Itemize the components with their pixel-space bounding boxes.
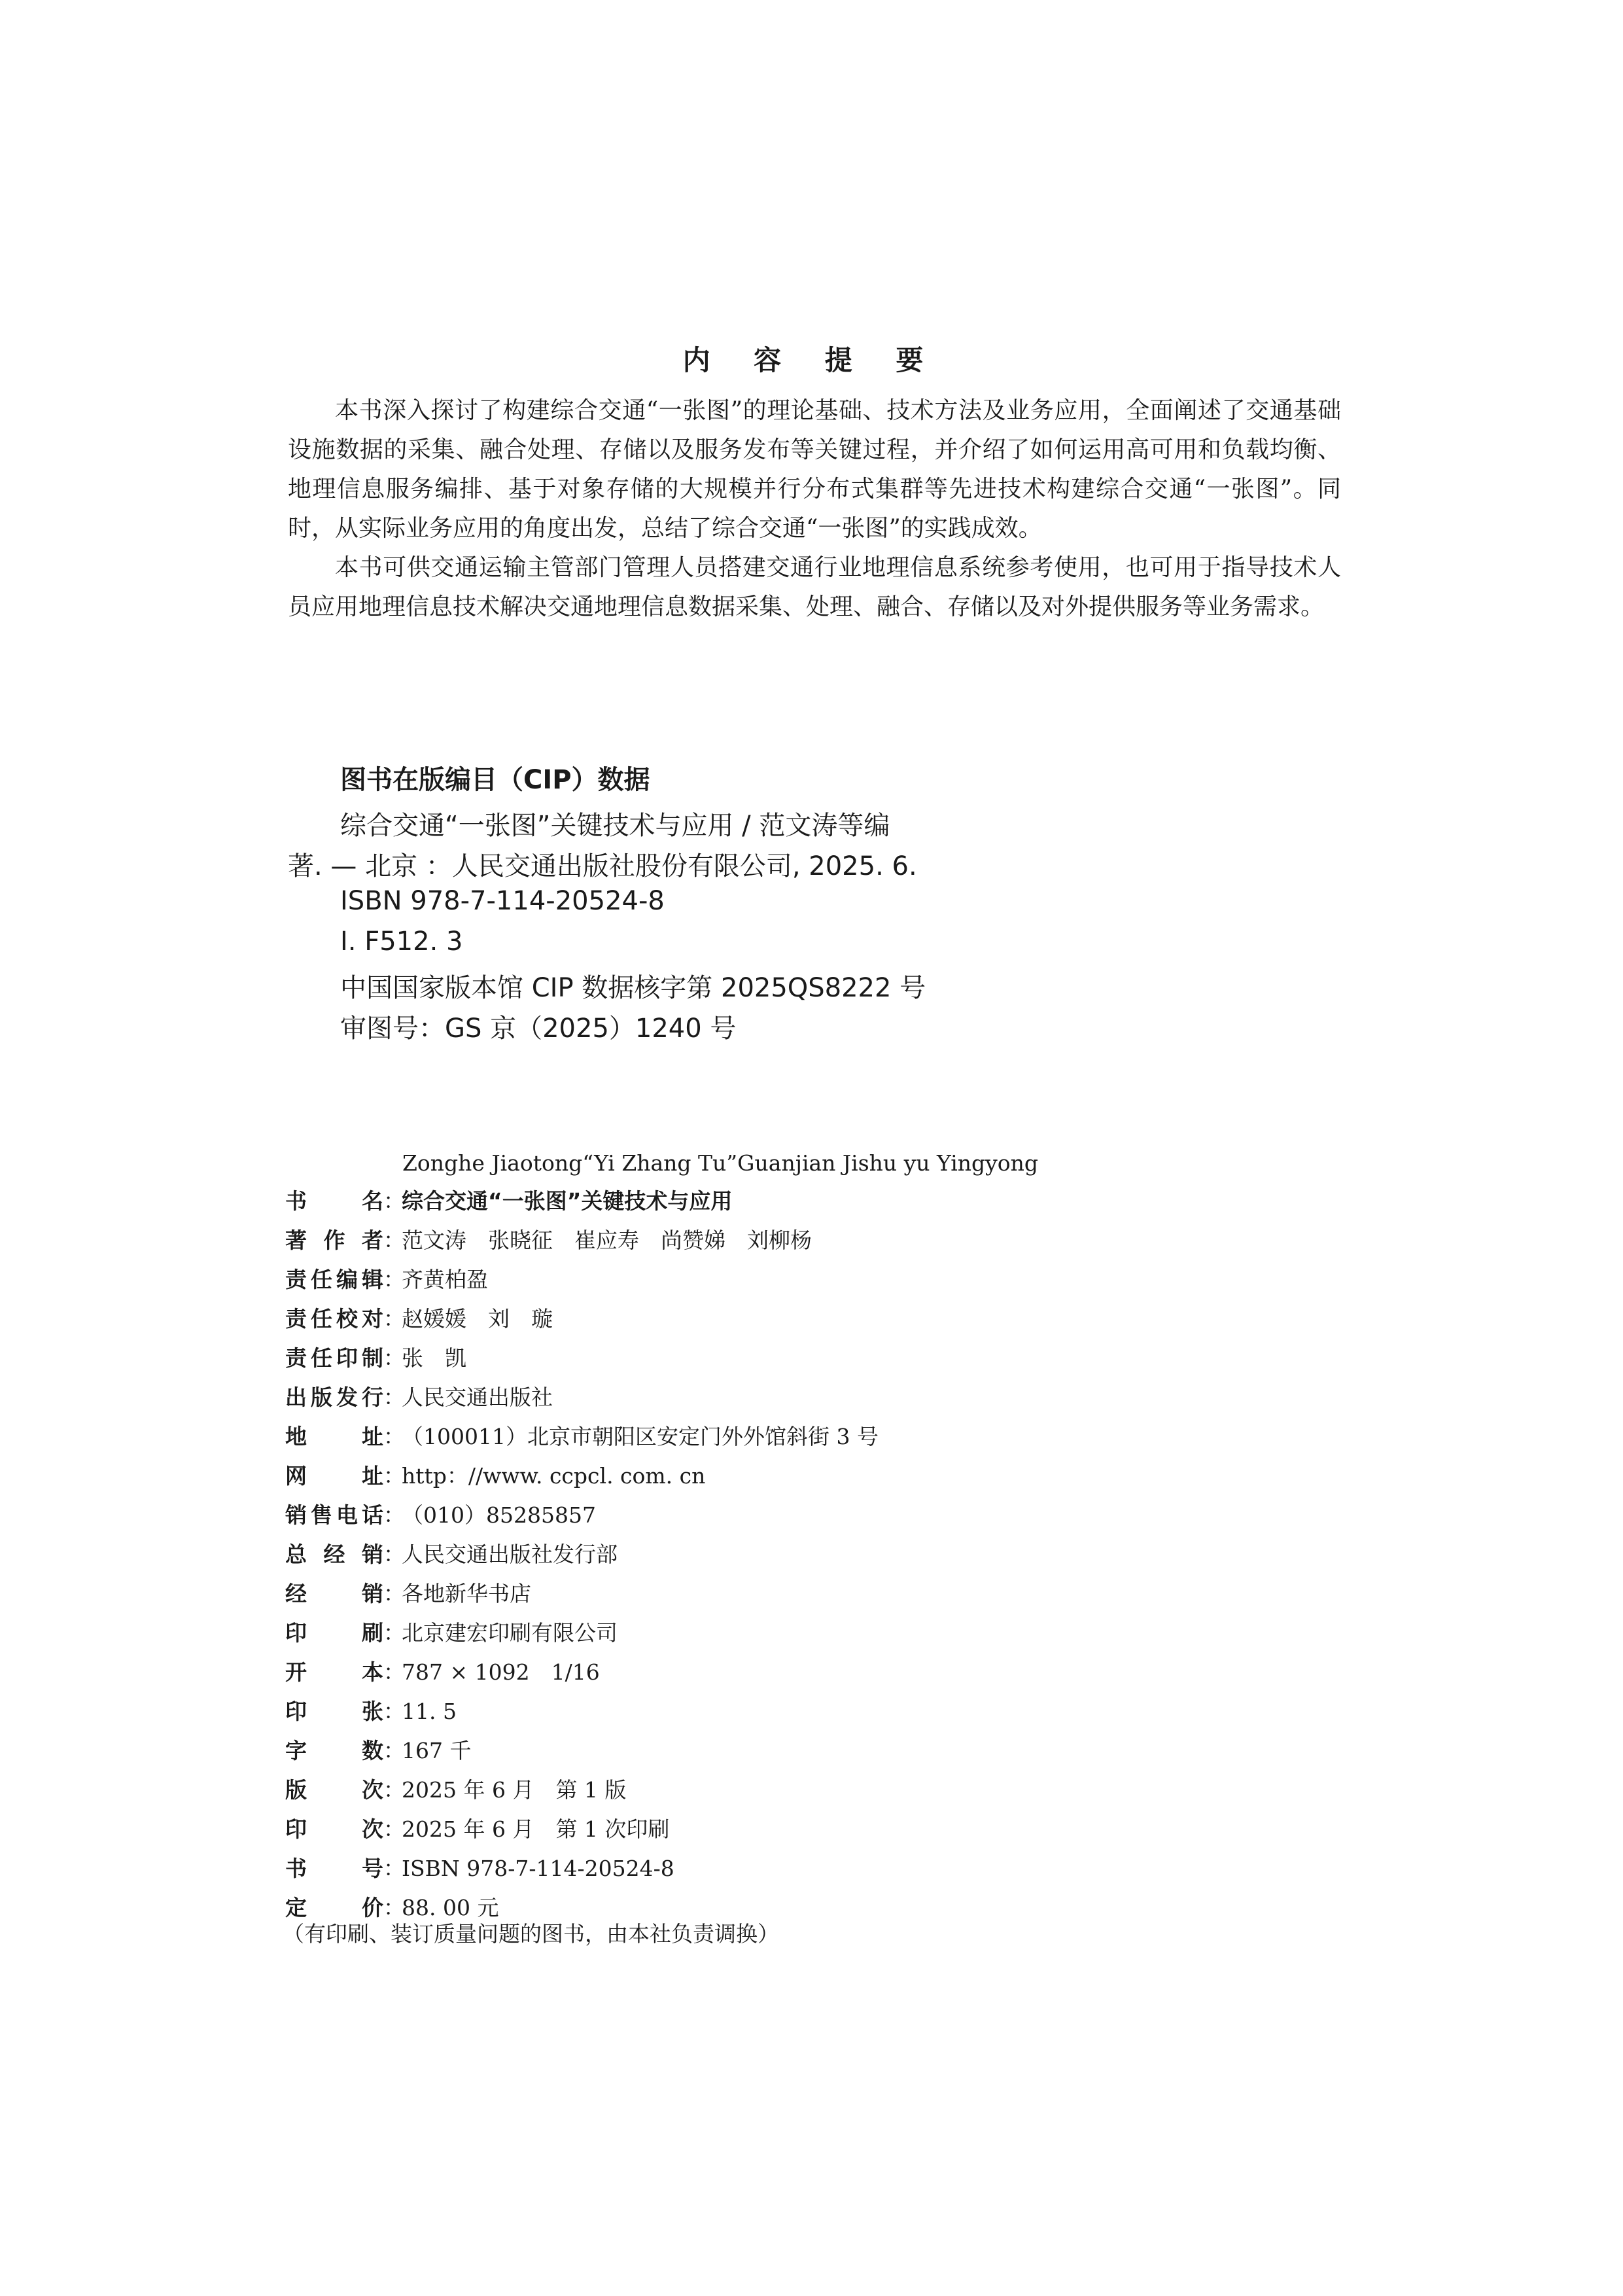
info-label: 印次 (285, 1816, 383, 1842)
info-label: 地址 (285, 1424, 383, 1449)
cip-line: 综合交通“一张图”关键技术与应用 / 范文涛等编 (340, 811, 890, 841)
info-label: 书号 (285, 1856, 383, 1881)
info-row: 经销 ： 各地新华书店 (285, 1577, 531, 1610)
info-value: 787 × 1092 1/16 (402, 1659, 600, 1685)
info-row: 网址 ： http：//www. ccpcl. com. cn (285, 1459, 705, 1492)
summary-body (288, 391, 1341, 627)
info-value: 赵媛媛 刘 璇 (402, 1306, 553, 1332)
info-label: 书名 (285, 1188, 383, 1214)
info-value: 2025 年 6 月 第 1 版 (402, 1777, 627, 1803)
info-row: 责任校对 ： 赵媛媛 刘 璇 (285, 1302, 553, 1335)
info-row: 印次 ： 2025 年 6 月 第 1 次印刷 (285, 1812, 669, 1845)
cip-line: Ⅰ. F512. 3 (340, 927, 463, 957)
info-row: 责任印制 ： 张 凯 (285, 1341, 466, 1374)
info-row: 书名 ： 综合交通“一张图”关键技术与应用 (285, 1184, 732, 1217)
info-label: 印张 (285, 1699, 383, 1724)
info-row: 著作者 ： 范文涛 张晓征 崔应寿 尚赞娣 刘柳杨 (285, 1224, 812, 1256)
info-value: 各地新华书店 (402, 1581, 531, 1606)
info-row: 销售电话 ： （010）85285857 (285, 1498, 596, 1531)
info-value: 齐黄柏盈 (402, 1267, 488, 1292)
cip-line: 中国国家版本馆 CIP 数据核字第 2025QS8222 号 (340, 973, 926, 1003)
info-row: 定价 ： 88. 00 元 (285, 1891, 498, 1924)
info-row: 责任编辑 ： 齐黄柏盈 (285, 1263, 488, 1296)
info-row: 字数 ： 167 千 (285, 1734, 471, 1767)
info-value: http：//www. ccpcl. com. cn (402, 1463, 706, 1489)
info-value: 88. 00 元 (402, 1895, 499, 1920)
info-label: 著作者 (285, 1227, 383, 1253)
info-value: 167 千 (402, 1738, 472, 1763)
info-label: 总经销 (285, 1542, 383, 1567)
summary-title: 内 容 提 要 (682, 344, 941, 376)
info-row: 印张 ： 11. 5 (285, 1695, 457, 1727)
summary-paragraph: 本书可供交通运输主管部门管理人员搭建交通行业地理信息系统参考使用，也可用于指导技术人员应用地理信息技术解决交通地理信息数据采集、处理、融合、存储以及对外提供服务等业务需求。 (288, 554, 1341, 620)
info-value: 人民交通出版社 (402, 1385, 553, 1410)
info-value: （010）85285857 (402, 1502, 596, 1528)
info-value: ISBN 978-7-114-20524-8 (402, 1856, 674, 1881)
info-label: 销售电话 (285, 1502, 383, 1528)
info-label: 定价 (285, 1895, 383, 1920)
info-label: 责任编辑 (285, 1267, 383, 1292)
info-row: 总经销 ： 人民交通出版社发行部 (285, 1538, 618, 1570)
summary-paragraph: 本书深入探讨了构建综合交通“一张图”的理论基础、技术方法及业务应用，全面阐述了交通基础设施数据的采集、融合处理、存储以及服务发布等关键过程，并介绍了如何运用高可用和负载均衡、地理信息服务编排、基于对象存储的大规模并行分布式集群等先进技术构建综合交通“一张图”。同时，从实际业务应用的角度出发，总结了综合交通“一张图”的实践成效。 (288, 397, 1341, 542)
info-label: 网址 (285, 1463, 383, 1489)
info-label: 开本 (285, 1659, 383, 1685)
info-value: 综合交通“一张图”关键技术与应用 (402, 1188, 733, 1214)
info-value: （100011）北京市朝阳区安定门外外馆斜街 3 号 (402, 1424, 879, 1449)
info-value: 11. 5 (402, 1699, 457, 1724)
info-row: 版次 ： 2025 年 6 月 第 1 版 (285, 1773, 626, 1806)
info-row: 开本 ： 787 × 1092 1/16 (285, 1655, 600, 1688)
info-label: 版次 (285, 1777, 383, 1803)
info-row: 出版发行 ： 人民交通出版社 (285, 1381, 553, 1413)
cip-line: 著. — 北京 ：人民交通出版社股份有限公司, 2025. 6. (288, 851, 917, 881)
info-label: 经销 (285, 1581, 383, 1606)
info-label: 责任校对 (285, 1306, 383, 1332)
cip-heading: 图书在版编目（CIP）数据 (340, 765, 650, 795)
info-value: 2025 年 6 月 第 1 次印刷 (402, 1816, 670, 1842)
romanized-title: Zonghe Jiaotong“Yi Zhang Tu”Guanjian Jishu yu Yingyong (402, 1150, 1039, 1176)
info-label: 字数 (285, 1738, 383, 1763)
info-value: 范文涛 张晓征 崔应寿 尚赞娣 刘柳杨 (402, 1227, 812, 1253)
info-label: 印刷 (285, 1620, 383, 1646)
info-label: 出版发行 (285, 1385, 383, 1410)
info-value: 张 凯 (402, 1345, 466, 1371)
cip-line: 审图号：GS 京（2025）1240 号 (340, 1014, 737, 1044)
info-row: 书号 ： ISBN 978-7-114-20524-8 (285, 1852, 674, 1884)
info-value: 人民交通出版社发行部 (402, 1542, 618, 1567)
cip-line: ISBN 978-7-114-20524-8 (340, 886, 665, 916)
info-row: 印刷 ： 北京建宏印刷有限公司 (285, 1616, 618, 1649)
footer-note: （有印刷、装订质量问题的图书，由本社负责调换） (283, 1921, 779, 1947)
info-value: 北京建宏印刷有限公司 (402, 1620, 618, 1646)
info-row: 地址 ： （100011）北京市朝阳区安定门外外馆斜街 3 号 (285, 1420, 879, 1453)
info-label: 责任印制 (285, 1345, 383, 1371)
